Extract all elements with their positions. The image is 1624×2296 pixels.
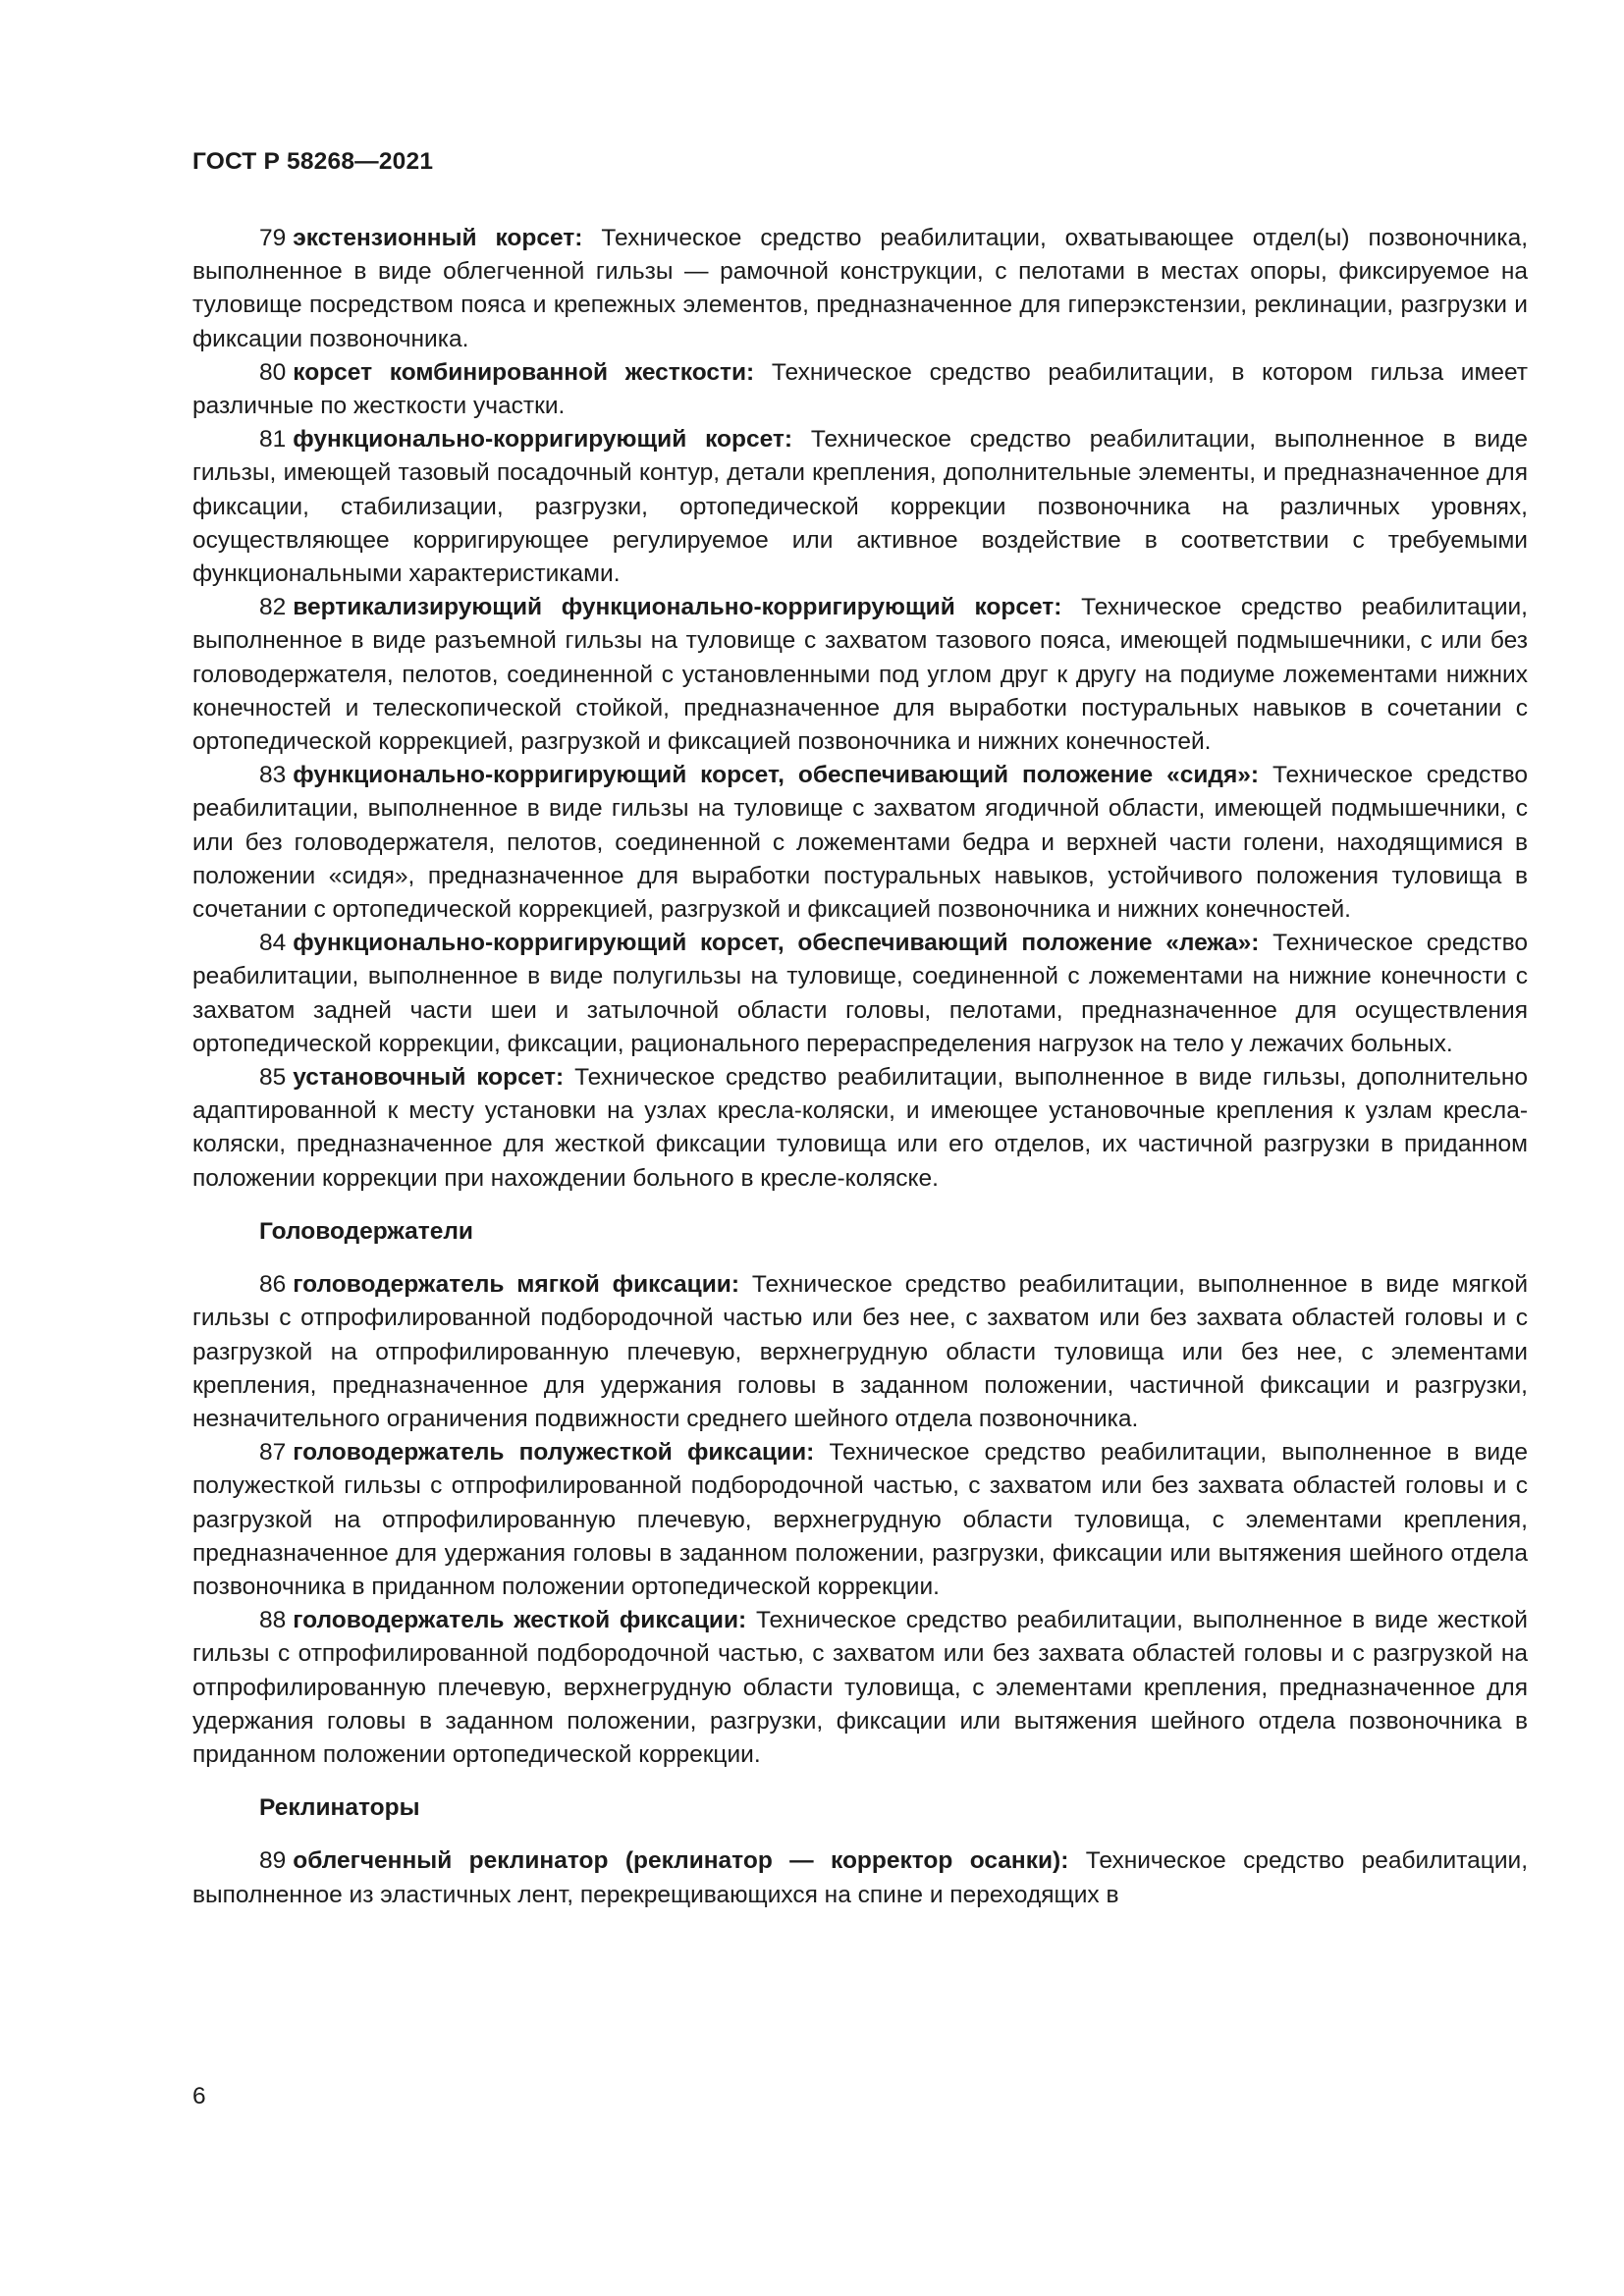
definition-88 <box>192 1604 1528 1772</box>
definition-term: вертикализирующий функционально-корригирующий корсет: <box>293 594 1062 621</box>
page-number: 6 <box>192 2083 206 2109</box>
definition-number: 88 <box>259 1607 287 1634</box>
definition-number: 85 <box>259 1064 287 1092</box>
definition-number: 84 <box>259 930 287 957</box>
definition-text: Техническое средство реабилитации, выполненное в виде разъемной гильзы на туловище с захватом тазового пояса, имеющей подмышечники, с или без головодержателя, пелотов, соединенной с установленными под углом друг к другу на подиуме ложементами нижних конечностей и телескопической стойкой, предназначенное для выработки постуральных навыков в сочетании с ортопедической коррекцией, разгрузкой и фиксацией позвоночника и нижних конечностей. <box>192 594 1528 756</box>
definition-text: Техническое средство реабилитации, выполненное в виде мягкой гильзы с отпрофилированной подбородочной частью или без нее, с захватом или без захвата областей головы и с разгрузкой на отпрофилированную плечевую, верхнегрудную области туловища или без нее, с элементами крепления, предназначенное для удержания головы в заданном положении, частичной фиксации и разгрузки, незначительного ограничения подвижности среднего шейного отдела позвоночника. <box>192 1271 1528 1432</box>
section-heading-headholders: Головодержатели <box>259 1217 473 1245</box>
definition-number: 82 <box>259 594 287 621</box>
definition-number: 89 <box>259 1847 287 1875</box>
document-body <box>192 222 1528 1912</box>
definition-term: функционально-корригирующий корсет, обеспечивающий положение «лежа»: <box>293 930 1260 957</box>
definition-text: Техническое средство реабилитации, выполненное в виде гильзы на туловище с захватом ягодичной области, имеющей подмышечники, с или без головодержателя, пелотов, соединенной с ложементами бедра и верхней части голени, находящимися в положении «сидя», предназначенное для выработки постуральных навыков, устойчивого положения туловища в сочетании с ортопедической коррекцией, разгрузкой и фиксацией позвоночника и нижних конечностей. <box>192 762 1528 924</box>
definition-term: головодержатель жесткой фиксации: <box>293 1607 747 1634</box>
definition-text: Техническое средство реабилитации, охватывающее отдел(ы) позвоночника, выполненное в виде облегченной гильзы — рамочной конструкции, с пелотами в местах опоры, фиксируемое на туловище посредством пояса и крепежных элементов, предназначенное для гиперэкстензии, реклинации, разгрузки и фиксации позвоночника. <box>192 225 1529 352</box>
definition-85 <box>192 1061 1528 1196</box>
definition-83 <box>192 759 1528 927</box>
definition-term: головодержатель полужесткой фиксации: <box>293 1439 815 1467</box>
definition-number: 83 <box>259 762 287 789</box>
definition-text: Техническое средство реабилитации, выполненное в виде полужесткой гильзы с отпрофилированной подбородочной частью, с захватом или без захвата областей головы и с разгрузкой на отпрофилированную плечевую, верхнегрудную области туловища, с элементами крепления, предназначенное для удержания головы в заданном положении, разгрузки, фиксации или вытяжения шейного отдела позвоночника в приданном положении ортопедической коррекции. <box>192 1439 1528 1600</box>
definition-term: головодержатель мягкой фиксации: <box>293 1271 740 1299</box>
definition-text: Техническое средство реабилитации, выполненное в виде полугильзы на туловище, соединенной с ложементами на нижние конечности с захватом задней части шеи и затылочной области головы, пелотами, предназначенное для осуществления ортопедической коррекции, фиксации, рационального перераспределения нагрузок на тело у лежачих больных. <box>192 930 1528 1057</box>
definition-89 <box>192 1844 1528 1911</box>
definition-number: 87 <box>259 1439 287 1467</box>
definition-number: 79 <box>259 225 287 251</box>
definition-86 <box>192 1268 1528 1436</box>
definition-term: установочный корсет: <box>293 1064 565 1092</box>
definition-text: Техническое средство реабилитации, выполненное в виде жесткой гильзы с отпрофилированной подбородочной частью, с захватом или без захвата областей головы и с разгрузкой на отпрофилированную плечевую, верхнегрудную области туловища, с элементами крепления, предназначенное для удержания головы в заданном положении, разгрузки, фиксации или вытяжения шейного отдела позвоночника в приданном положении ортопедической коррекции. <box>192 1607 1528 1768</box>
definition-87 <box>192 1436 1528 1604</box>
definition-80 <box>192 356 1528 423</box>
definition-term: функционально-корригирующий корсет, обеспечивающий положение «сидя»: <box>293 762 1260 789</box>
definition-text: Техническое средство реабилитации, выполненное в виде гильзы, имеющей тазовый посадочный контур, детали крепления, дополнительные элементы, и предназначенное для фиксации, стабилизации, разгрузки, ортопедической коррекции позвоночника на различных уровнях, осуществляющее корригирующее регулируемое или активное воздействие в соответствии с требуемыми функциональными характеристиками. <box>192 426 1528 588</box>
definition-81 <box>192 423 1528 591</box>
section-heading-reclinators: Реклинаторы <box>259 1794 420 1822</box>
definition-number: 80 <box>259 358 287 386</box>
definition-text: Техническое средство реабилитации, выполненное из эластичных лент, перекрещивающихся на спине и переходящих в <box>192 1847 1528 1908</box>
definition-82 <box>192 591 1528 759</box>
definition-text: Техническое средство реабилитации, выполненное в виде гильзы, дополнительно адаптированной к месту установки на узлах кресла-коляски, и имеющее установочные крепления к узлам кресла-коляски, предназначенное для жесткой фиксации туловища или его отделов, их частичной разгрузки в приданном положении коррекции при нахождении больного в кресле-коляске. <box>192 1064 1528 1192</box>
definition-number: 81 <box>259 426 287 454</box>
document-header: ГОСТ Р 58268—2021 <box>192 148 434 175</box>
definition-term: функционально-корригирующий корсет: <box>293 426 793 454</box>
definition-term: корсет комбинированной жесткости: <box>293 358 755 386</box>
definition-84 <box>192 927 1528 1061</box>
definition-79 <box>192 222 1528 356</box>
definition-term: экстензионный корсет: <box>293 225 583 251</box>
definition-text: Техническое средство реабилитации, в котором гильза имеет различные по жесткости участки. <box>192 358 1528 420</box>
definition-number: 86 <box>259 1271 287 1299</box>
definition-term: облегченный реклинатор (реклинатор — корректор осанки): <box>293 1847 1069 1875</box>
